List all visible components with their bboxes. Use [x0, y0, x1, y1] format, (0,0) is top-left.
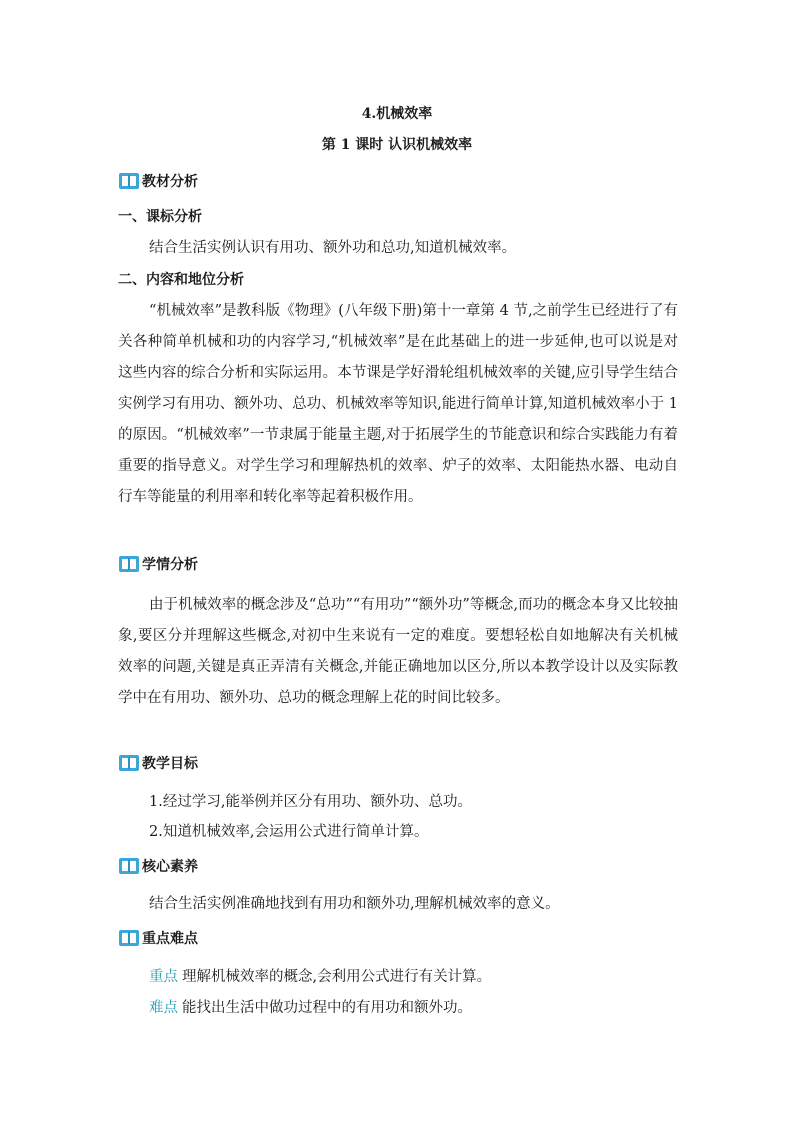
- heading-curriculum-analysis: 一、课标分析: [118, 209, 202, 225]
- key-point-text: 理解机械效率的概念,会利用公式进行有关计算。: [182, 969, 492, 985]
- section-label: 教学目标: [142, 756, 198, 772]
- book-icon: [118, 856, 140, 876]
- objective-item: 2.知道机械效率,会运用公式进行简单计算。: [149, 824, 429, 840]
- section-heading-literacy: [118, 853, 198, 879]
- section-label: 重点难点: [142, 931, 198, 947]
- section-label: 教材分析: [142, 174, 198, 190]
- book-icon: [118, 171, 140, 191]
- difficulty-line: [149, 996, 472, 1017]
- key-point-line: [149, 965, 491, 986]
- section-label: 学情分析: [142, 557, 198, 573]
- difficulty-label: 难点: [149, 1000, 178, 1016]
- key-point-label: 重点: [149, 969, 178, 985]
- section-label: 核心素养: [142, 859, 198, 875]
- difficulty-text: 能找出生活中做功过程中的有用功和额外功。: [182, 1000, 472, 1016]
- objective-item: 1.经过学习,能举例并区分有用功、额外功、总功。: [149, 794, 472, 810]
- section-heading-objectives: [118, 750, 198, 776]
- paragraph-curriculum: 结合生活实例认识有用功、额外功和总功,知道机械效率。: [149, 240, 517, 256]
- book-icon: [118, 753, 140, 773]
- book-icon: [118, 928, 140, 948]
- paragraph-content: “机械效率”是教科版《物理》(八年级下册)第十一章第 4 节,之前学生已经进行了有关各种简单机械和功的内容学习,“机械效率”是在此基础上的进一步延伸,也可以说是对这些内容的综合分析和实际运用。本节课是学好滑轮组机械效率的关键,应引导学生结合实例学习有用功、额外功、总功、机械效率等知识,能进行简单计算,知道机械效率小于 1 的原因。“机械效率”一节隶属于能量主题,对于拓展学生的节能意识和综合实践能力有着重要的指导意义。对学生学习和理解热机的效率、炉子的效率、太阳能热水器、电动自行车等能量的利用率和转化率等起着积极作用。: [118, 303, 678, 505]
- paragraph-literacy: 结合生活实例准确地找到有用功和额外功,理解机械效率的意义。: [149, 896, 560, 912]
- section-heading-keypoints: [118, 925, 198, 951]
- section-heading-learner: [118, 551, 198, 577]
- section-heading-analysis: [118, 168, 198, 194]
- lesson-subtitle: 第 1 课时 认识机械效率: [321, 137, 473, 153]
- book-icon: [118, 554, 140, 574]
- paragraph-learner: 由于机械效率的概念涉及“总功”“有用功”“额外功”等概念,而功的概念本身又比较抽象,要区分并理解这些概念,对初中生来说有一定的难度。要想轻松自如地解决有关机械效率的问题,关键是真正弄清有关概念,并能正确地加以区分,所以本教学设计以及实际教学中在有用功、额外功、总功的概念理解上花的时间比较多。: [118, 597, 678, 706]
- heading-content-analysis: 二、内容和地位分析: [118, 272, 244, 288]
- lesson-title: 4.机械效率: [361, 106, 433, 122]
